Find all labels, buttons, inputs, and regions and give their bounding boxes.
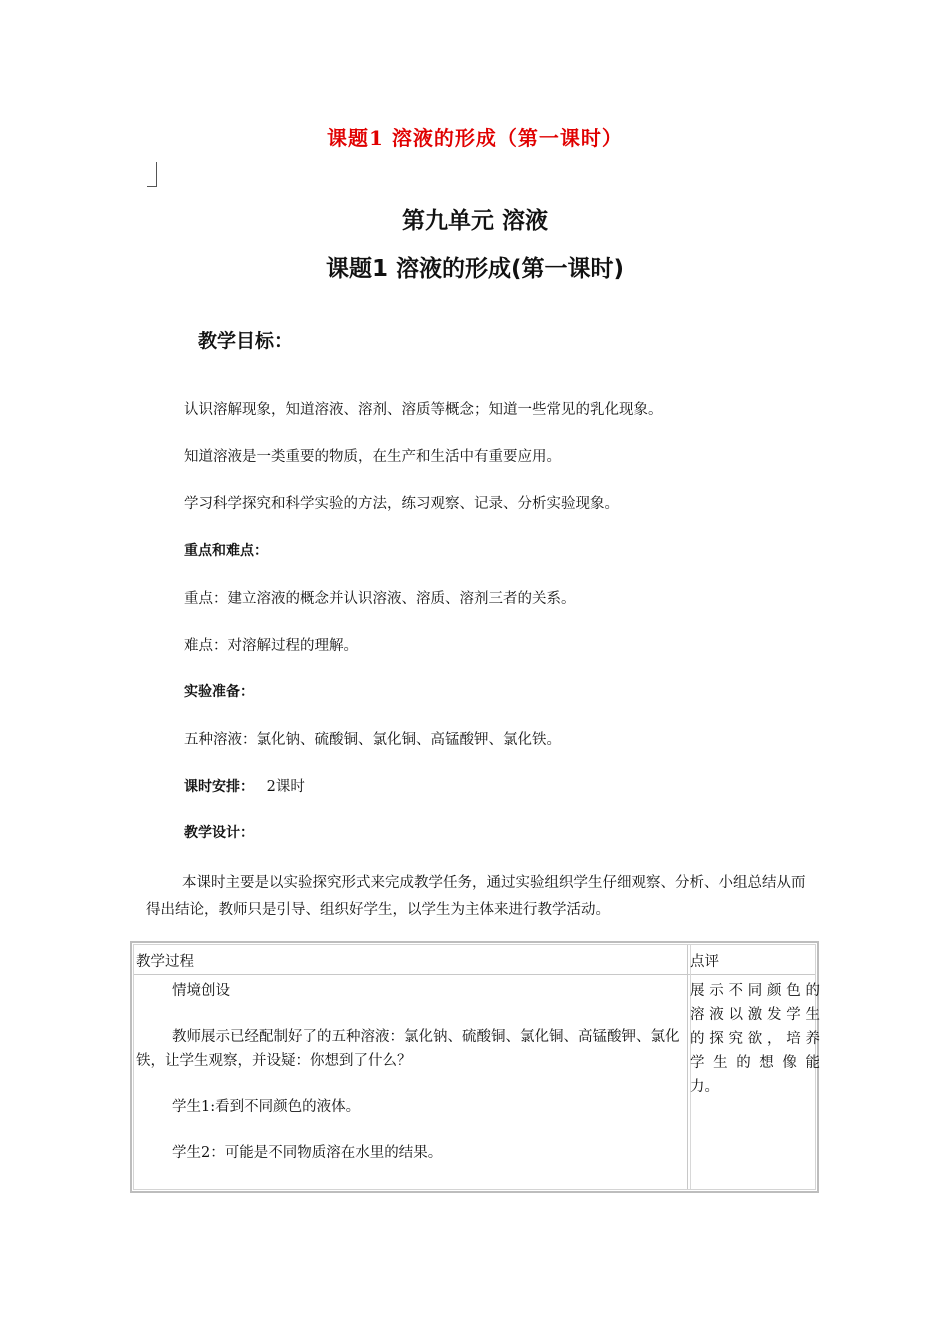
table-header-divider [134, 974, 815, 975]
unit-title: 第九单元 溶液 [401, 208, 548, 234]
col-header-comment: 点评 [690, 954, 719, 970]
preparation-heading: 实验准备： [184, 684, 254, 700]
page-corner-mark [147, 162, 157, 187]
key-points-heading: 重点和难点： [184, 543, 268, 559]
comment-cell [690, 979, 820, 1099]
goals-heading: 教学目标： [198, 330, 294, 352]
table-inner-border [133, 944, 820, 1190]
col-header-process: 教学过程 [136, 954, 194, 970]
preparation-text: 五种溶液：氯化钠、硫酸铜、氯化铜、高锰酸钾、氯化铁。 [184, 732, 561, 748]
comment-line: 学生的想像能 [690, 1055, 820, 1071]
process-student-1: 学生1:看到不同颜色的液体。 [172, 1099, 361, 1115]
goal-item-1: 认识溶解现象，知道溶液、溶剂、溶质等概念；知道一些常见的乳化现象。 [184, 402, 663, 418]
design-heading: 教学设计： [184, 825, 254, 841]
process-cell [136, 979, 684, 1187]
goal-item-2: 知道溶液是一类重要的物质，在生产和生活中有重要应用。 [184, 449, 561, 465]
difficulty-text: 难点：对溶解过程的理解。 [184, 638, 358, 654]
goal-item-3: 学习科学探究和科学实验的方法，练习观察、记录、分析实验现象。 [184, 496, 619, 512]
lesson-title: 课题1 溶液的形成(第一课时) [325, 256, 625, 282]
process-teacher-demo: 教师展示已经配制好了的五种溶液：氯化钠、硫酸铜、氯化铜、高锰酸钾、氯化铁，让学生观察，并设疑：你想到了什么？ [136, 1029, 680, 1069]
table-column-divider [687, 945, 688, 1189]
schedule-row [184, 775, 305, 796]
process-scenario: 情境创设 [172, 983, 230, 999]
key-point-text: 重点：建立溶液的概念并认识溶液、溶质、溶剂三者的关系。 [184, 591, 576, 607]
comment-line: 展示不同颜色的 [690, 983, 820, 999]
process-student-2: 学生2：可能是不同物质溶在水里的结果。 [172, 1145, 443, 1161]
comment-line: 溶液以激发学生 [690, 1007, 820, 1023]
schedule-heading: 课时安排： [184, 779, 254, 795]
red-title: 课题1 溶液的形成（第一课时） [327, 126, 623, 150]
comment-line: 力。 [690, 1079, 719, 1095]
lesson-table [130, 941, 819, 1193]
design-text: 本课时主要是以实验探究形式来完成教学任务，通过实验组织学生仔细观察、分析、小组总结从而得出结论，教师只是引导、组织好学生，以学生为主体来进行教学活动。 [146, 875, 806, 918]
schedule-value: 2课时 [266, 779, 305, 795]
comment-line: 的探究欲，培养 [690, 1031, 820, 1047]
